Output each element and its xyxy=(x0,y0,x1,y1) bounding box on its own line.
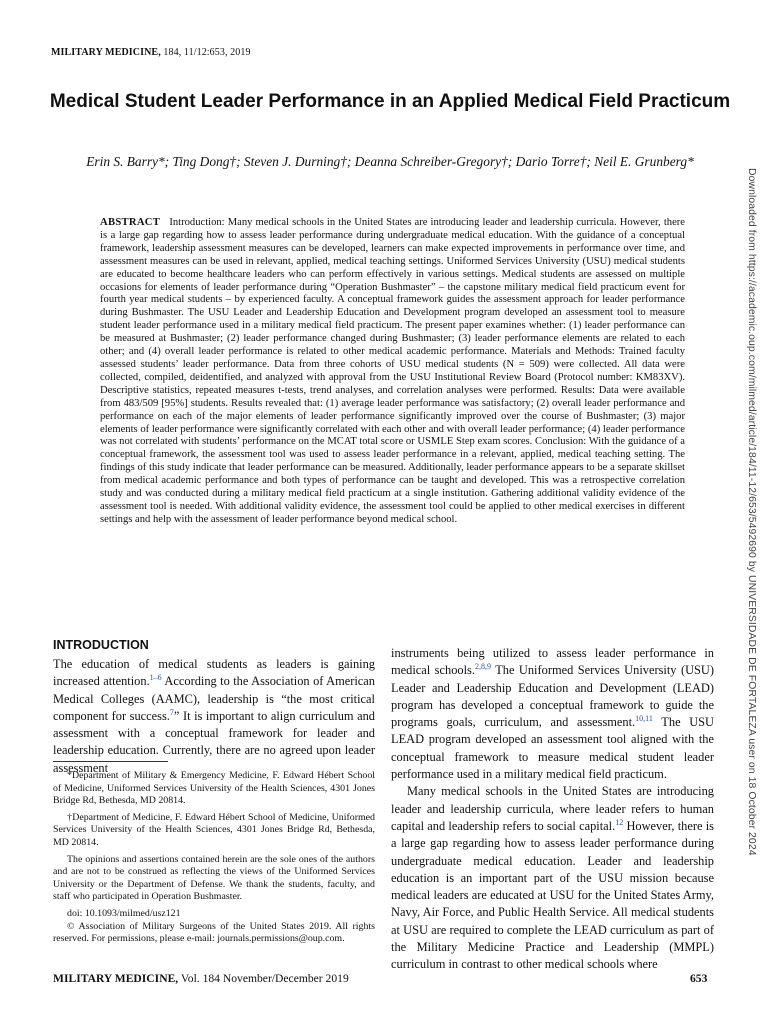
citation-link[interactable]: 12 xyxy=(615,817,624,827)
abstract-text: Introduction: Many medical schools in the United States are introducing leader and leadership curricula. However, there is a large gap regarding how to assess leader performance during undergraduate medical education. With the guidance of a conceptual framework, leadership assessment measures can be developed, learners can make expected improvements in performance over time, and assessment measures can be used in relevant, applied, medical teaching settings. Uniformed Services University (USU) medical students are educated to become healthcare leaders who can perform effectively in various settings. Medical students are assessed on multiple occasions for elements of leader performance during “Operation Bushmaster” – the capstone military medical field practicum event for fourth year medical students – by experienced faculty. A conceptual framework guides the assessment approach for leader performance during Bushmaster. The USU Leader and Leadership Education and Development program developed an assessment tool to measure student leader performance used in a military medical field practicum. The present paper examines whether: (1) leader performance can be measured at Bushmaster; (2) leader performance changed during Bushmaster; (3) leader performance elements are related to each other; and (4) overall leader performance is related to other medical academic performance. Materials and Methods: Trained faculty assessed students’ leader performance. Data from three cohorts of USU medical students (N = 509) were collected. All data were collected, compiled, deidentified, and analyzed with approval from the USU Institutional Review Board (Protocol number: KM83XV). Descriptive statistics, repeated measures t-tests, trend analyses, and correlation analyses were performed. Results: Data were available from 483/509 [95%] students. Results revealed that: (1) average leader performance was satisfactory; (2) overall leader performance and performance on each of the major elements of leader performance significantly improved over the course of Bushmaster; (3) major elements of leader performance were significantly correlated with each other and with overall leader performance; (4) leader performance was not correlated with students’ performance on the MCAT total score or USMLE Step exam scores. Conclusion: With the guidance of a conceptual framework, the assessment tool was used to assess leader performance in a relevant, applied, medical teaching setting. The findings of this study indicate that leader performance can be measured. Additionally, leader performance appears to be a separate skillset from medical academic performance and both types of performance can be taught and developed. This was a retrospective correlation study and was conducted during a military medical field practicum at a single institution. Gathering additional validity evidence of the assessment tool is needed. With additional validity evidence, the assessment tool could be applied to other medical exercises in different settings and help with the assessment of leader performance beyond medical school. xyxy=(100,217,686,525)
text-run: instruments being utilized to assess leader performance in medical schools. xyxy=(391,646,714,678)
page-number: 653 xyxy=(690,972,708,985)
copyright-notice: © Association of Military Surgeons of the United States 2019. All rights reserved. For permissions, please e-mail: journals.permissions@oup.com. xyxy=(53,920,375,945)
footer-issue: Vol. 184 November/December 2019 xyxy=(178,972,349,985)
journal-name: MILITARY MEDICINE, xyxy=(51,47,161,58)
download-watermark xyxy=(744,168,759,868)
citation-link[interactable]: 7 xyxy=(169,707,174,717)
right-column xyxy=(391,645,714,974)
intro-paragraph-1-cont xyxy=(391,645,714,783)
text-run: ” It is important to align curriculum and assessment with a conceptual framework for leader and leadership education. Currently, there are no agreed upon leader assessment xyxy=(53,708,375,775)
text-run: The Uniformed Services University (USU) Leader and Leadership Education and Development (LEAD) program has developed a conceptual framework to guide the programs goals, curriculum, and assessment. xyxy=(391,663,714,730)
abstract xyxy=(100,217,685,527)
citation-link[interactable]: 10,11 xyxy=(635,714,653,724)
text-run: However, there is a large gap regarding how to assess leader performance during undergraduate medical education. Leader and leadership education is an important part of the USU mission because medical leaders are educated at USU for the United States Army, Navy, Air Force, and Public Health Service. All medical students at USU are required to complete the LEAD curriculum as part of the Military Medicine Practice and Leadership (MMPL) curriculum in contrast to other medical schools where xyxy=(391,818,714,972)
footnotes xyxy=(53,770,375,950)
affiliation-footnote: †Department of Medicine, F. Edward Hébert School of Medicine, Uniformed Services University of the Health Sciences, 4301 Jones Bridge Rd, Bethesda, MD 20814. xyxy=(53,811,375,848)
citation: 184, 11/12:653, 2019 xyxy=(160,47,251,58)
author-list: Erin S. Barry*; Ting Dong†; Steven J. Durning†; Deanna Schreiber-Gregory†; Dario Torre†; Neil E. Grunberg* xyxy=(86,154,694,169)
page-footer xyxy=(53,972,349,985)
intro-paragraph-1 xyxy=(53,656,375,777)
affiliation-footnote: *Department of Military & Emergency Medicine, F. Edward Hébert School of Medicine, Uniformed Services University of the Health Sciences, 4301 Jones Bridge Rd, Bethesda, MD 20814. xyxy=(53,770,375,807)
running-head xyxy=(51,47,251,58)
doi: doi: 10.1093/milmed/usz121 xyxy=(67,907,181,919)
footnote-rule xyxy=(53,761,168,762)
citation-link[interactable]: 1–6 xyxy=(149,673,162,683)
text-run: The education of medical students as leaders is gaining increased attention. xyxy=(53,657,375,689)
section-heading: INTRODUCTION xyxy=(53,638,149,652)
abstract-label: ABSTRACT xyxy=(100,217,161,228)
download-notice: Downloaded from https://academic.oup.com/milmed/article/184/11-12/653/5492690 by UNIVERSIDADE DE FORTALEZA user on 18 October 2024 xyxy=(746,168,757,856)
article-title: Medical Student Leader Performance in an Applied Medical Field Practicum xyxy=(49,91,731,112)
intro-paragraph-2 xyxy=(391,783,714,973)
text-run: The USU LEAD program developed an assessment tool aligned with the conceptual framework to measure medical student leader performance used in a military medical field practicum. xyxy=(391,715,715,782)
text-run: According to the Association of American Medical Colleges (AAMC), leadership is “the most critical component for success. xyxy=(53,674,375,723)
footer-journal-name: MILITARY MEDICINE, xyxy=(53,972,179,985)
citation-link[interactable]: 2,8,9 xyxy=(474,662,491,672)
left-column xyxy=(53,638,375,777)
text-run: Many medical schools in the United States are introducing leader and leadership curricula, where leader refers to human capital and leadership refers to social capital. xyxy=(391,784,714,833)
disclaimer-footnote: The opinions and assertions contained herein are the sole ones of the authors and are not to be construed as reflecting the views of the Uniformed Services University or the Department of Defense. We thank the students, faculty, and staff who participated in Operation Bushmaster. xyxy=(53,853,375,903)
